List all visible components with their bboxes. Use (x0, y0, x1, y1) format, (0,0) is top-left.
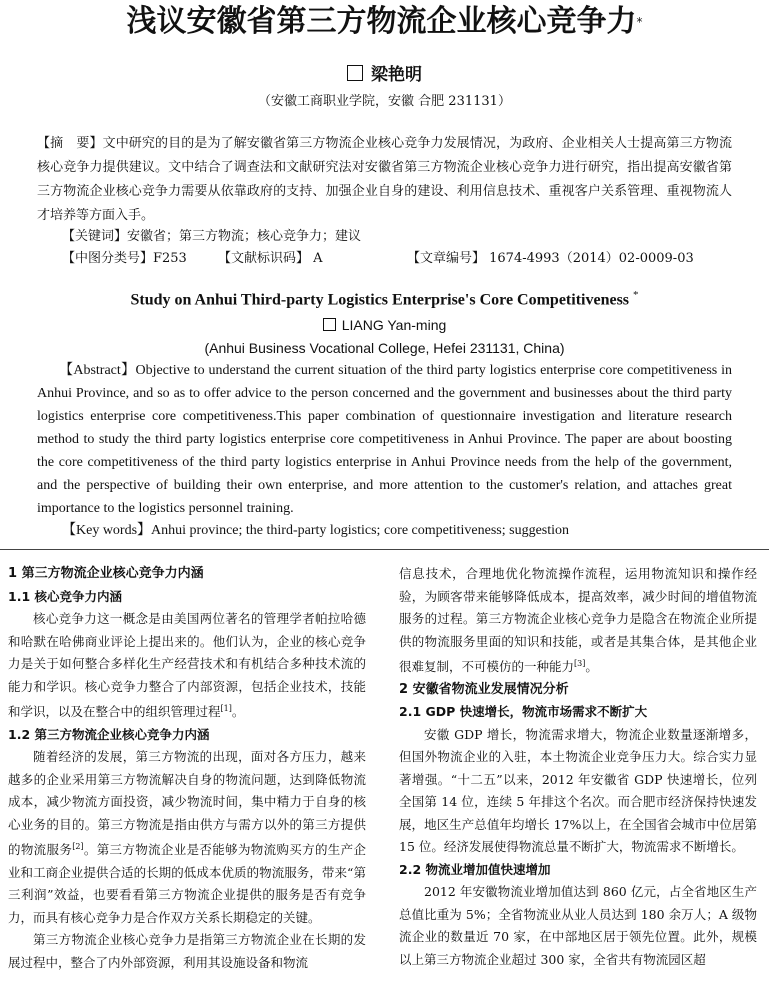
en-author-name: LIANG Yan-ming (341, 317, 447, 333)
right-column (399, 563, 757, 971)
paragraph-text: 信息技术，合理地优化物流操作流程，运用物流知识和操作经验，为顾客带来能够降低成本，提高效率，减少时间的增值物流服务的过程。第三方物流企业核心竞争力是隐含在物流企业所提供的物流服务里面的知识和技能，或者是其集合体，是其他企业很难复制，不可模仿的一种能力 (399, 566, 757, 675)
section-1-heading: 1 第三方物流企业核心竞争力内涵 (8, 566, 204, 581)
paragraph-text: 。第三方物流企业是否能够为物流购买方的生产企业和工商企业提供合适的长期的低成本优质的物流服务，带来“第三利润”效益，也要看看第三方物流企业提供的服务是否有竞争力，而具有核心竞争力是合作双方关系长期稳定的关键。 (8, 842, 366, 925)
section-2-heading: 2 安徽省物流业发展情况分析 (399, 681, 569, 697)
section-1-2-heading: 1.2 第三方物流企业核心竞争力内涵 (8, 726, 210, 742)
paragraph-text: 随着经济的发展，第三方物流的出现，面对各方压力，越来越多的企业采用第三方物流解决自身的物流问题，达到降低物流成本，减少物流方面投资，减少物流时间，集中精力于自身的核心业务的目的。第三方物流是指由供方与需方以外的第三方提供的物流服务 (8, 749, 366, 858)
author-name: 梁艳明 (371, 65, 422, 85)
en-abstract: 【Abstract】Objective to understand the current situation of the third party logistics enterprise core competitiveness in Anhui Province, and so as to offer advice to the person concerned and the government and businesses about the third party logistics enterprise core competitiveness.This paper combination of questionnaire investigation and literature research method to study the third party logistics enterprise core competitiveness in Anhui Province. The paper are about boosting the core competitiveness of the third party logistics enterprise in Anhui Province needs from the help of the government, and the perspective of building their own enterprise, and more attention to the customer's relation, and attaches great importance to the logistics personnel training. (37, 363, 732, 516)
paragraph-1-1 (8, 608, 366, 724)
en-author (0, 317, 769, 333)
document-code: 【文献标识码】 A (218, 251, 323, 266)
abstract-cn: 【摘 要】文中研究的目的是为了解安徽省第三方物流企业核心竞争力发展情况，为政府、企业相关人士提高第三方物流核心竞争力提供建议。文中结合了调查法和文献研究法对安徽省第三方物流企业核心竞争力进行研究，指出提高安徽省第三方物流企业核心竞争力需要从依靠政府的支持、加强企业自身的建设、利用信息技术、重视客户关系管理、重视物流人才培养等方面入手。 (37, 136, 732, 223)
citation-ref: [3] (574, 659, 586, 668)
paragraph-continued (399, 563, 757, 679)
keywords-cn: 【关键词】安徽省；第三方物流；核心竞争力；建议 (62, 229, 362, 244)
en-keywords: 【Key words】Anhui province; the third-party logistics; core competitiveness; suggestion (62, 523, 570, 538)
paragraph-end: 。 (231, 704, 245, 720)
paragraph-1-3: 第三方物流企业核心竞争力是指第三方物流企业在长期的发展过程中，整合了内外部资源，利用其设施设备和物流 (8, 932, 366, 970)
paragraph-2-1: 安徽 GDP 增长，物流需求增大，物流企业数量逐渐增多，但国外物流企业的入驻，本土物流企业竞争压力大。综合实力显著增强。“十二五”以来，2012 年安徽省 GDP 快速增长，位列全国第 14 位，连续 5 年排这个名次。而合肥市经济保持快速发展，地区生产总值年均增长 17%以上，在全国省会城市中位居第 15 位。经济发展使得物流总量不断扩大，物流需求不断增长。 (399, 726, 757, 855)
title-footnote-mark: * (636, 15, 643, 29)
en-title-footnote-mark: * (633, 289, 639, 301)
section-2-2-heading: 2.2 物流业增加值快速增加 (399, 861, 551, 877)
en-title (0, 289, 769, 309)
en-title-text: Study on Anhui Third-party Logistics Enterprise's Core Competitiveness (130, 291, 630, 309)
citation-ref: [1] (220, 704, 232, 713)
paragraph-2-2: 2012 年安徽物流业增加值达到 860 亿元，占全省地区生产总值比重为 5%；全省物流业从业人员达到 180 余万人；A 级物流企业的数量近 70 家，在中部地区居于领先位置。此外，规模以上第三方物流企业超过 300 家，全省共有物流园区超 (399, 884, 757, 967)
paragraph-end: 。 (585, 659, 598, 675)
en-author-box-icon (323, 318, 336, 331)
section-2-1-heading: 2.1 GDP 快速增长，物流市场需求不断扩大 (399, 704, 648, 720)
section-divider (0, 549, 769, 550)
en-affiliation: (Anhui Business Vocational College, Hefei 231131, China) (204, 340, 565, 356)
article-number: 【文章编号】 1674-4993（2014）02-0009-03 (407, 251, 694, 266)
clc-number: 【中图分类号】F253 (62, 251, 187, 266)
section-1-1-heading: 1.1 核心竞争力内涵 (8, 588, 122, 604)
left-column (8, 563, 366, 974)
paragraph-1-2 (8, 746, 366, 929)
citation-ref: [2] (72, 842, 84, 852)
title-text: 浅议安徽省第三方物流企业核心竞争力 (126, 4, 637, 39)
affiliation: （安徽工商职业学院，安徽 合肥 231131） (258, 94, 511, 109)
author-box-icon (347, 65, 363, 81)
paragraph-text: 核心竞争力这一概念是由美国两位著名的管理学者帕拉哈德和哈默在哈佛商业评论上提出来的。他们认为，企业的核心竞争力是关于如何整合多样化生产经营技术和有机结合多种技术流的能力和学识。核心竞争力整合了内部资源，包括企业技术，技能和学识，以及在整合中的组织管理过程 (8, 611, 366, 720)
paper-title (0, 2, 769, 42)
author (0, 60, 769, 85)
